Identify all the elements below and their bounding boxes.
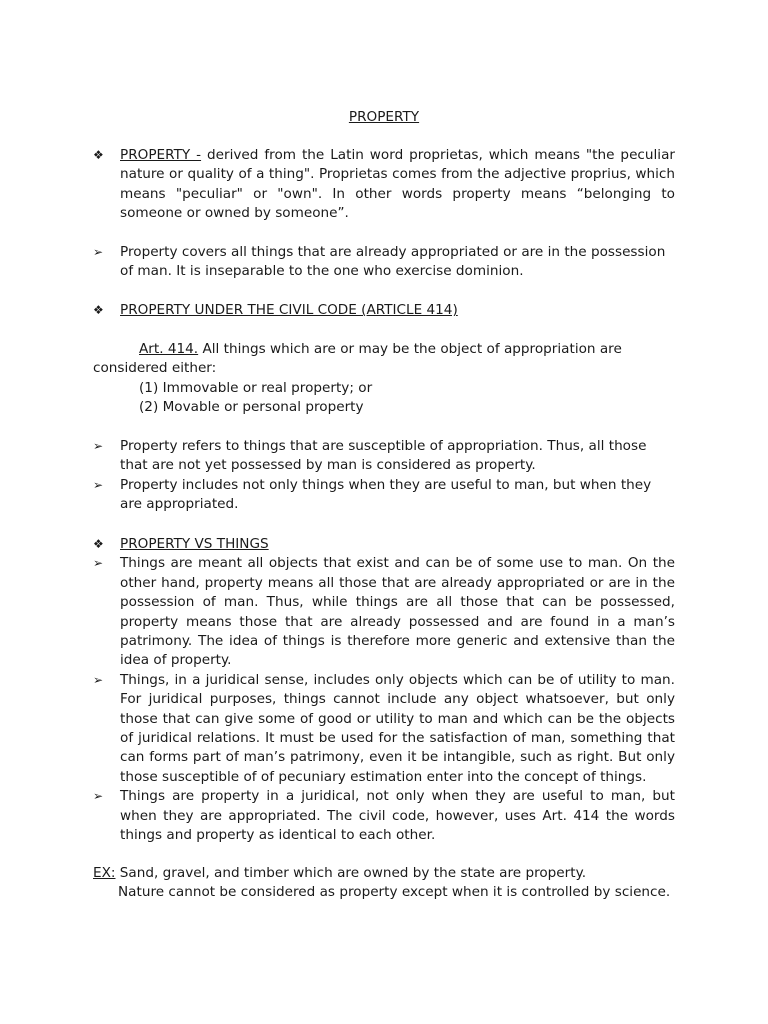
list-item xyxy=(93,243,675,282)
civil-code-heading-section xyxy=(93,301,675,320)
example-line-1 xyxy=(93,864,693,883)
page-title: PROPERTY xyxy=(348,109,420,125)
paragraph-text: Things are meant all objects that exist and can be of some use to man. On the other hand, property means all those that are already appropriated or are in the possession of man. Thus, while things are all those that can be possessed, property means those that are already possessed and are found in a man’s patrimony. The idea of things is therefore more generic and extensive than the idea of property. xyxy=(120,555,675,669)
list-item xyxy=(93,476,675,515)
arrow-bullet-icon: ➢ xyxy=(93,439,104,453)
section-heading: PROPERTY UNDER THE CIVIL CODE (ARTICLE 414) xyxy=(120,302,458,318)
example-label: EX: xyxy=(93,865,116,881)
property-vs-things-section xyxy=(93,535,675,846)
article-414 xyxy=(93,340,683,418)
example-text: Sand, gravel, and timber which are owned by the state are property. xyxy=(115,865,587,881)
paragraph-text: Property includes not only things when they are useful to man, but when they are appropriated. xyxy=(120,476,652,513)
appropriation-section xyxy=(93,437,675,515)
definition-text: derived from the Latin word proprietas, which means "the peculiar nature or quality of a thing". Proprietas comes from the adjective proprius, which means "peculiar" or "own". In other words property means “belonging to someone or owned by someone”. xyxy=(120,147,675,222)
diamond-bullet-icon: ❖ xyxy=(93,537,104,551)
list-item xyxy=(93,301,675,320)
list-item xyxy=(93,671,675,787)
arrow-bullet-icon: ➢ xyxy=(93,477,104,492)
article-label: Art. 414. xyxy=(139,341,199,357)
list-item xyxy=(93,535,675,554)
article-body: All things which are or may be the object of appropriation are considered either: xyxy=(93,341,622,377)
diamond-bullet-icon: ❖ xyxy=(93,148,104,162)
list-item xyxy=(93,146,675,224)
article-option-1: (1) Immovable or real property; or xyxy=(139,379,373,396)
list-item xyxy=(93,787,675,845)
paragraph-text: Things, in a juridical sense, includes only objects which can be of utility to man. For juridical purposes, things cannot include any object whatsoever, but only those that can give some of good or utility to man and which can be the objects of juridical relations. It must be used for the satisfaction of man, something that can forms part of man’s patrimony, even it be intangible, such as right. But only those susceptible of of pecuniary estimation enter into the concept of things. xyxy=(120,671,675,785)
arrow-bullet-icon: ➢ xyxy=(93,672,104,687)
article-option-2: (2) Movable or personal property xyxy=(139,399,364,416)
paragraph-text: Property covers all things that are already appropriated or are in the possession of man. It is inseparable to the one who exercise dominion. xyxy=(120,244,666,280)
term-label: PROPERTY - xyxy=(120,147,202,163)
arrow-bullet-icon: ➢ xyxy=(93,245,104,259)
example-block xyxy=(93,864,693,903)
arrow-bullet-icon: ➢ xyxy=(93,556,104,571)
article-text xyxy=(93,340,683,379)
list-item xyxy=(93,437,675,476)
example-line-2: Nature cannot be considered as property except when it is controlled by science. xyxy=(118,884,671,901)
definition-section xyxy=(93,146,675,224)
list-item xyxy=(93,554,675,670)
section-heading: PROPERTY VS THINGS xyxy=(120,536,269,552)
paragraph-text: Things are property in a juridical, not only when they are useful to man, but when they are appropriated. The civil code, however, uses Art. 414 the words things and property as identical to each other. xyxy=(120,788,675,844)
arrow-bullet-icon: ➢ xyxy=(93,789,104,804)
paragraph-text: Property refers to things that are susceptible of appropriation. Thus, all those that are not yet possessed by man is considered as property. xyxy=(120,438,647,474)
diamond-bullet-icon: ❖ xyxy=(93,303,104,317)
covers-section xyxy=(93,243,675,282)
